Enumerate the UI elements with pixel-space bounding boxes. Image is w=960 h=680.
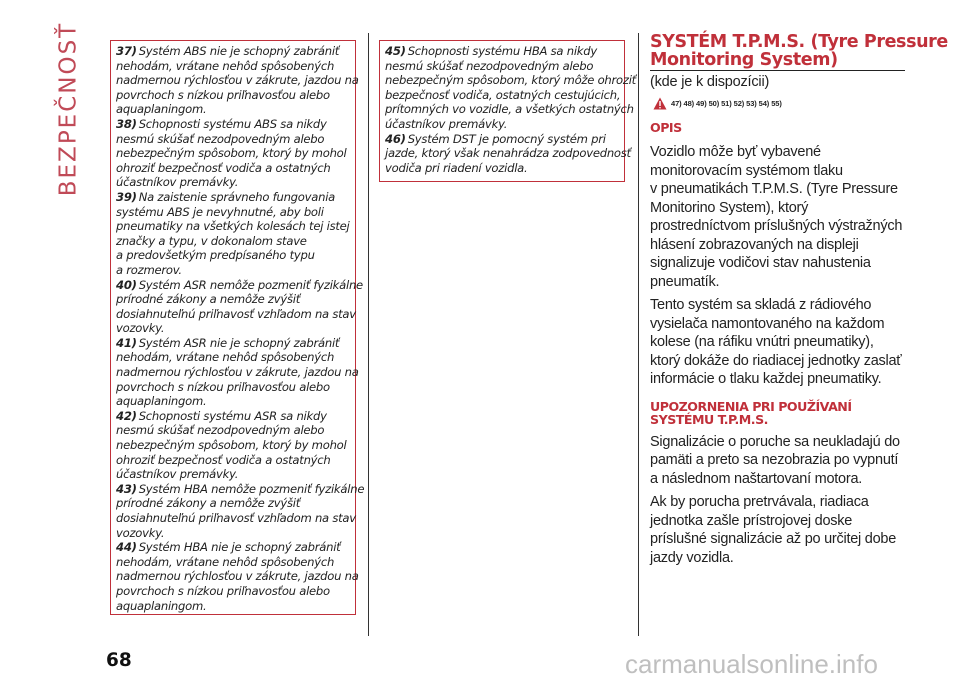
note-line	[116, 569, 359, 584]
paragraph-line: v pneumatikách T.P.M.S. (Tyre Pressure	[650, 181, 898, 197]
note-line	[385, 73, 636, 88]
note-line	[116, 190, 351, 205]
paragraph-line: prostredníctvom príslušných výstražných	[650, 218, 903, 234]
tpms-title-line: SYSTÉM T.P.M.S. (Tyre Pressure	[650, 32, 948, 52]
note-line	[116, 599, 351, 614]
note-line	[385, 146, 631, 161]
section-sidebar-label	[52, 21, 84, 197]
note-line	[116, 467, 351, 482]
note-text: ohroziť bezpečnosť vodiča a ostatných	[116, 452, 331, 467]
site-watermark: carmanualsonline.info	[625, 649, 878, 679]
note-number: 40)	[116, 277, 137, 292]
note-line	[385, 161, 620, 176]
note-line	[116, 453, 351, 468]
section-heading-line: OPIS	[650, 120, 682, 135]
note-text: nehodám, vrátane nehôd spôsobených	[116, 58, 335, 73]
note-text: Schopnosti systému HBA sa nikdy	[407, 44, 597, 58]
note-line	[116, 511, 356, 526]
note-line	[116, 306, 356, 322]
note-text: povrchoch s nízkou priľnavosťou alebo	[116, 87, 330, 102]
paragraph-line: Monitorino System), ktorý	[650, 199, 809, 216]
note-text: účastníkov premávky.	[116, 175, 239, 190]
note-line	[385, 117, 620, 132]
note-line	[116, 59, 351, 74]
note-text: nadmernou rýchlosťou v zákrute, jazdou na	[116, 569, 359, 584]
note-line	[116, 584, 351, 599]
note-text: systému ABS je nevyhnutné, aby boli	[116, 204, 324, 219]
paragraph-line: príslušné signalizácie až po určitej dobe	[650, 531, 897, 547]
note-text: nebezpečným spôsobom, ktorý môže ohroziť	[385, 73, 636, 88]
note-text: ohroziť bezpečnosť vodiča a ostatných	[116, 160, 331, 175]
note-line	[116, 540, 351, 555]
note-number: 39)	[116, 189, 137, 204]
paragraph-persistent-fault	[650, 493, 912, 567]
note-line	[116, 380, 351, 395]
note-text: prírodné zákony a nemôže zvýšiť	[116, 496, 301, 511]
note-line	[116, 117, 351, 132]
note-line	[116, 161, 351, 176]
title-underline	[650, 70, 905, 71]
section-heading-line: UPOZORNENIA PRI POUŽÍVANÍ	[650, 398, 852, 414]
note-text: Systém HBA nie je schopný zabrániť	[138, 540, 341, 555]
note-line	[116, 73, 359, 88]
paragraph-line: vysielača namontovaného na každom	[650, 315, 885, 332]
paragraph-line: ktorý dokáže do riadiacej jednotky zaslať	[650, 352, 902, 369]
note-line	[116, 292, 351, 307]
note-line	[116, 438, 351, 453]
note-text: Na zaistenie správneho fungovania	[138, 189, 336, 204]
paragraph-line: pneumatík.	[650, 273, 720, 290]
note-text: jazde, ktorý však nenahrádza zodpovednosť	[385, 146, 631, 161]
note-text: účastníkov premávky.	[116, 467, 239, 482]
note-line	[116, 481, 365, 497]
note-text: Schopnosti systému ASR sa nikdy	[138, 408, 327, 423]
note-text: Schopnosti systému ABS sa nikdy	[138, 116, 327, 131]
note-line	[116, 234, 351, 249]
tpms-title	[650, 32, 948, 70]
note-line	[116, 146, 351, 161]
note-text: aquaplaningom.	[116, 394, 207, 409]
note-text: aquaplaningom.	[116, 102, 207, 117]
paragraph-line: jednotka zašle prístrojovej doske	[650, 512, 853, 529]
note-line	[116, 321, 351, 336]
note-line	[116, 132, 351, 147]
note-line	[385, 88, 620, 103]
note-line	[116, 248, 351, 263]
tpms-title-line: Monitoring System)	[650, 50, 838, 70]
note-text: značky a typu, v dokonalom stave	[116, 233, 307, 248]
paragraph-line: Ak by porucha pretrvávala, riadiaca	[650, 494, 869, 510]
note-text: nadmernou rýchlosťou v zákrute, jazdou na	[116, 73, 359, 88]
availability-note: (kde je k dispozícii)	[650, 74, 770, 90]
section-heading-opis	[650, 121, 912, 134]
paragraph-line: signalizuje vodičovi stav nahustenia	[650, 255, 871, 271]
note-number: 42)	[116, 408, 137, 423]
note-line	[116, 394, 351, 409]
note-line	[385, 59, 620, 74]
note-line	[116, 88, 351, 103]
column-divider-right	[638, 33, 639, 636]
note-text: dosiahnuteľnú priľnavosť vzhľadom na stav	[116, 306, 356, 321]
note-text: Systém ABS nie je schopný zabrániť	[138, 44, 340, 58]
note-line	[116, 102, 351, 117]
paragraph-line: informácie o tlaku každej pneumatiky.	[650, 371, 882, 387]
paragraph-fault-signals	[650, 433, 912, 489]
note-text: vozovky.	[116, 321, 165, 336]
note-number: 44)	[116, 540, 137, 555]
note-line	[116, 365, 359, 380]
warning-triangle-icon	[653, 97, 667, 110]
note-number: 38)	[116, 116, 137, 131]
note-line	[116, 350, 351, 365]
note-text: nebezpečným spôsobom, ktorý by mohol	[116, 146, 347, 161]
note-text: nadmernou rýchlosťou v zákrute, jazdou na	[116, 365, 359, 380]
note-text: nehodám, vrátane nehôd spôsobených	[116, 554, 335, 569]
note-line	[385, 132, 620, 147]
warning-notes-box-middle	[379, 40, 636, 182]
note-line	[116, 263, 351, 278]
note-text: prítomných vo vozidle, a všetkých ostatných	[385, 102, 634, 117]
note-text: Systém DST je pomocný systém pri	[407, 131, 606, 146]
paragraph-line: kolese (na ráfiku vnútri pneumatiky),	[650, 334, 874, 350]
paragraph-line: Tento systém sa skladá z rádiového	[650, 297, 872, 313]
column-divider-left	[368, 33, 369, 636]
note-text: vozovky.	[116, 525, 165, 540]
page-number: 68	[106, 650, 132, 671]
note-number: 46)	[385, 131, 406, 146]
note-text: Systém HBA nemôže pozmeniť fyzikálne	[138, 481, 365, 496]
paragraph-description	[650, 143, 912, 291]
note-text: nesmú skúšať nezodpovedným alebo	[385, 58, 594, 73]
section-heading-line: SYSTÉMU T.P.M.S.	[650, 411, 768, 427]
note-text: a rozmerov.	[116, 262, 182, 277]
note-text: povrchoch s nízkou priľnavosťou alebo	[116, 379, 330, 394]
paragraph-line: monitorovacím systémom tlaku	[650, 162, 843, 179]
note-text: Systém ASR nie je schopný zabrániť	[138, 335, 340, 350]
paragraph-line: jazdy vozidla.	[650, 549, 734, 566]
paragraph-line: hlásení zobrazovaných na displeji	[650, 236, 859, 253]
note-text: nesmú skúšať nezodpovedným alebo	[116, 423, 325, 438]
note-text: prírodné zákony a nemôže zvýšiť	[116, 292, 301, 307]
note-text: bezpečnosť vodiča, ostatných cestujúcich,	[385, 87, 621, 102]
note-text: a predovšetkým predpísaného typu	[116, 248, 315, 263]
note-line	[116, 336, 351, 351]
note-line	[116, 555, 351, 570]
note-number: 41)	[116, 335, 137, 350]
tpms-section	[650, 32, 948, 567]
note-line	[116, 409, 351, 424]
paragraph-components	[650, 296, 912, 389]
note-line	[385, 102, 634, 117]
note-line	[116, 496, 351, 511]
note-text: Systém ASR nemôže pozmeniť fyzikálne	[138, 277, 363, 292]
note-number: 37)	[116, 44, 137, 58]
warning-reference-numbers: 47) 48) 49) 50) 51) 52) 53) 54) 55)	[671, 99, 782, 108]
warning-notes-box-left	[110, 40, 365, 615]
note-text: povrchoch s nízkou priľnavosťou alebo	[116, 583, 330, 598]
note-text: vodiča pri riadení vozidla.	[385, 160, 528, 175]
paragraph-line: Signalizácie o poruche sa neukladajú do	[650, 433, 900, 450]
note-line	[116, 44, 351, 59]
note-line	[385, 44, 620, 59]
note-text: účastníkov premávky.	[385, 116, 508, 131]
note-line	[116, 205, 351, 220]
section-heading-usage-warnings	[650, 400, 912, 426]
note-text: nesmú skúšať nezodpovedným alebo	[116, 131, 325, 146]
note-line	[116, 526, 351, 541]
note-text: dosiahnuteľnú priľnavosť vzhľadom na stav	[116, 511, 356, 525]
note-text: nebezpečným spôsobom, ktorý by mohol	[116, 438, 347, 453]
paragraph-line: a následnom naštartovaní motora.	[650, 470, 863, 487]
note-text: nehodám, vrátane nehôd spôsobených	[116, 350, 335, 365]
note-line	[116, 175, 351, 190]
paragraph-line: Vozidlo môže byť vybavené	[650, 144, 821, 160]
note-line	[116, 277, 363, 293]
note-number: 45)	[385, 44, 406, 58]
note-text: aquaplaningom.	[116, 598, 207, 613]
note-text: pneumatiky na všetkých kolesách tej istej	[116, 219, 350, 234]
paragraph-line: pamäti a preto sa nezobrazia po vypnutí	[650, 452, 899, 468]
note-line	[116, 423, 351, 438]
note-number: 43)	[116, 481, 137, 496]
note-line	[116, 219, 351, 234]
warning-reference-row	[650, 97, 912, 110]
sidebar-label-text: BEZPEČNOSŤ	[55, 21, 81, 197]
